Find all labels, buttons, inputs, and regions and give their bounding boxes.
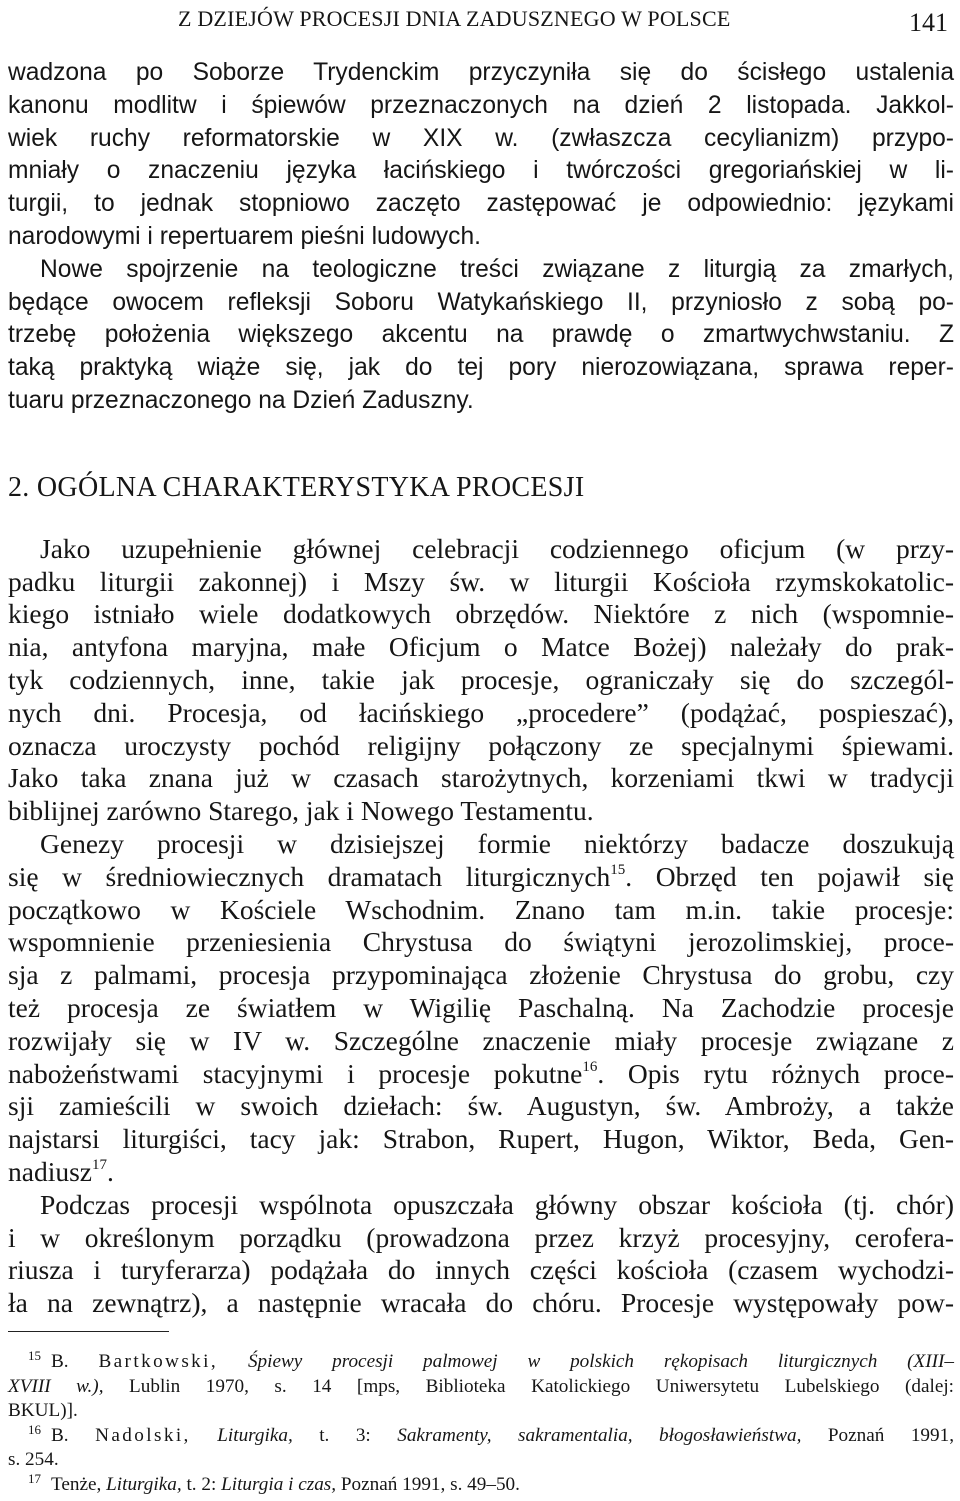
section-heading: 2. OGÓLNA CHARAKTERYSTYKA PROCESJI — [8, 471, 585, 503]
footnote-rest: Poznań 1991, — [827, 1424, 954, 1446]
running-title: Z DZIEJÓW PROCESJI DNIA ZADUSZNEGO W POLSCE — [178, 6, 731, 31]
footnote-volume: t. 3: — [319, 1424, 371, 1446]
running-header — [178, 0, 948, 44]
text-fragment: . Opis rytu różnych proce- — [597, 1057, 954, 1089]
text-fragment: nadiusz — [8, 1155, 93, 1187]
footnote-initial: B. — [51, 1351, 69, 1372]
text-line: rozwijały się w IV w. Szczególne znaczenie miały procesje związane z — [8, 1024, 954, 1056]
text-line — [8, 1058, 954, 1091]
footnote-15-end: BKUL)]. — [8, 1400, 78, 1422]
footnote-number: 15 — [28, 1348, 41, 1363]
footnote-author: Nadolski, — [95, 1424, 191, 1446]
section-2 — [8, 471, 954, 1320]
footnote-17 — [8, 1470, 954, 1498]
text-line — [8, 861, 954, 894]
text-line: Podczas procesji wspólnota opuszczała główny obszar kościoła (tj. chór) — [40, 1188, 954, 1220]
text-fragment: . — [107, 1155, 114, 1187]
text-fragment: . Obrzęd ten pojawił się — [625, 860, 954, 892]
footnote-15-cont — [8, 1375, 954, 1400]
section-1-text — [8, 57, 954, 418]
footnote-title-cont: XVIII w.), — [8, 1375, 104, 1397]
text-line: ła na zewnątrz), a następnie wracała do chóru. Procesje występowały pow- — [8, 1287, 954, 1319]
text-line: trzebę położenia większego akcentu na prawdę o zmartwychwstaniu. Z — [8, 321, 954, 349]
text-line: będące owocem refleksji Soboru Watykańskiego II, przyniosło z sobą po- — [8, 288, 954, 316]
text-line: Jako taka znana już w czasach starożytnych, korzeniami tkwi w tradycji — [8, 762, 954, 794]
text-line: Nowe spojrzenie na teologiczne treści związane z liturgią za zmarłych, — [40, 255, 954, 283]
text-line: riusza i turyferarza) podążała do innych części kościoła (czasem wychodzi- — [8, 1254, 954, 1286]
footnote-subtitle: Liturgia i czas, — [221, 1473, 337, 1495]
footnote-number: 16 — [28, 1421, 41, 1437]
footnote-rest: Poznań 1991, s. 49–50. — [340, 1473, 520, 1495]
footnote-title: Śpiewy procesji palmowej w polskich rękopisach liturgicznych (XIII– — [247, 1351, 955, 1372]
footnote-volume: t. 2: — [186, 1473, 217, 1495]
text-line: oznacza uroczysty pochód religijny połączony ze specjalnymi śpiewami. — [8, 729, 954, 761]
footnote-rest: Lublin 1970, s. 14 [mps, Biblioteka Katolickiego Uniwersytetu Lubelskiego (dalej: — [129, 1375, 955, 1397]
text-line: padku liturgii zakonnej) i Mszy św. w liturgii Kościoła rzymskokatolic- — [8, 565, 954, 597]
page-number: 141 — [909, 8, 948, 37]
text-line: wspomnienie przeniesienia Chrystusa do świątyni jerozolimskiej, proce- — [8, 926, 954, 958]
text-line: narodowymi i repertuarem pieśni ludowych. — [8, 222, 481, 250]
footnotes — [8, 1350, 954, 1498]
text-line: tuaru przeznaczonego na Dzień Zaduszny. — [8, 386, 474, 414]
text-line: turgii, to jednak stopniowo zaczęto zastępować je odpowiednio: językami — [8, 190, 954, 218]
footnote-divider — [8, 1331, 169, 1332]
footnote-author: Bartkowski, — [98, 1351, 219, 1372]
footnote-15 — [8, 1350, 954, 1375]
text-line: taką praktyką wiąże się, jak do tej pory nierozowiązana, sprawa reper- — [8, 354, 954, 382]
text-fragment: nabożeństwami stacyjnymi i procesje pokutne — [8, 1057, 583, 1089]
text-line: sja z palmami, procesja przypominająca złożenie Chrystusa do grobu, czy — [8, 959, 954, 991]
text-line: tyk codziennych, inne, takie jak procesje, ograniczały się do szczegól- — [8, 663, 954, 695]
text-line: biblijnej zarówno Starego, jak i Nowego Testamentu. — [8, 795, 594, 827]
footnote-ref[interactable]: 16 — [582, 1058, 598, 1075]
text-line: sji zamieścili w swoich dziełach: św. Augustyn, św. Ambroży, a także — [8, 1090, 954, 1122]
text-line: początkowo w Kościele Wschodnim. Znano tam m.in. takie procesje: — [8, 893, 954, 925]
footnote-ref[interactable]: 15 — [610, 861, 626, 878]
text-line: Jako uzupełnienie głównej celebracji codziennego oficjum (w przy- — [40, 532, 954, 564]
footnote-subtitle: Sakramenty, sakramentalia, błogosławieństwa, — [397, 1424, 802, 1446]
footnote-16 — [8, 1421, 954, 1449]
footnote-16-end: s. 254. — [8, 1449, 59, 1471]
footnote-title: Liturgika, — [217, 1424, 293, 1446]
text-line: kiego istniało wiele dodatkowych obrzędów. Niektóre z nich (wspomnie- — [8, 598, 954, 630]
text-line — [8, 1156, 954, 1189]
text-line: i w określonym porządku (prowadzona przez krzyż procesyjny, cerofera- — [8, 1221, 954, 1253]
text-line: kanonu modlitw i śpiewów przeznaczonych na dzień 2 listopada. Jakkol- — [8, 91, 954, 119]
text-line: wadzona po Soborze Trydenckim przyczyniła się do ścisłego ustalenia — [8, 59, 954, 86]
text-line: najstarsi liturgiści, tacy jak: Strabon, Rupert, Hugon, Wiktor, Beda, Gen- — [8, 1123, 954, 1155]
section-2-text — [8, 533, 954, 1320]
page-body — [8, 57, 954, 1320]
text-line: też procesja ze światłem w Wigilię Paschalną. Na Zachodzie procesje — [8, 991, 954, 1023]
footnote-number: 17 — [28, 1470, 41, 1486]
footnote-initial: B. — [51, 1424, 69, 1446]
text-line: nych dni. Procesja, od łacińskiego „procedere” (podążać, pospieszać), — [8, 696, 954, 728]
footnote-title: Liturgika, — [106, 1473, 182, 1495]
text-line: mniały o znaczeniu języka łacińskiego i twórczości gregoriańskiej w li- — [8, 157, 954, 185]
text-line: Genezy procesji w dzisiejszej formie niektórzy badacze doszukują — [40, 827, 954, 859]
text-line: wiek ruchy reformatorskie w XIX w. (zwłaszcza cecylianizm) przypo- — [8, 124, 954, 152]
footnote-lead: Tenże, — [51, 1473, 102, 1495]
text-line: nia, antyfona maryjna, małe Oficjum o Matce Bożej) należały do prak- — [8, 631, 954, 663]
text-fragment: się w średniowiecznych dramatach liturgicznych — [8, 860, 611, 892]
footnote-ref[interactable]: 17 — [92, 1156, 108, 1173]
